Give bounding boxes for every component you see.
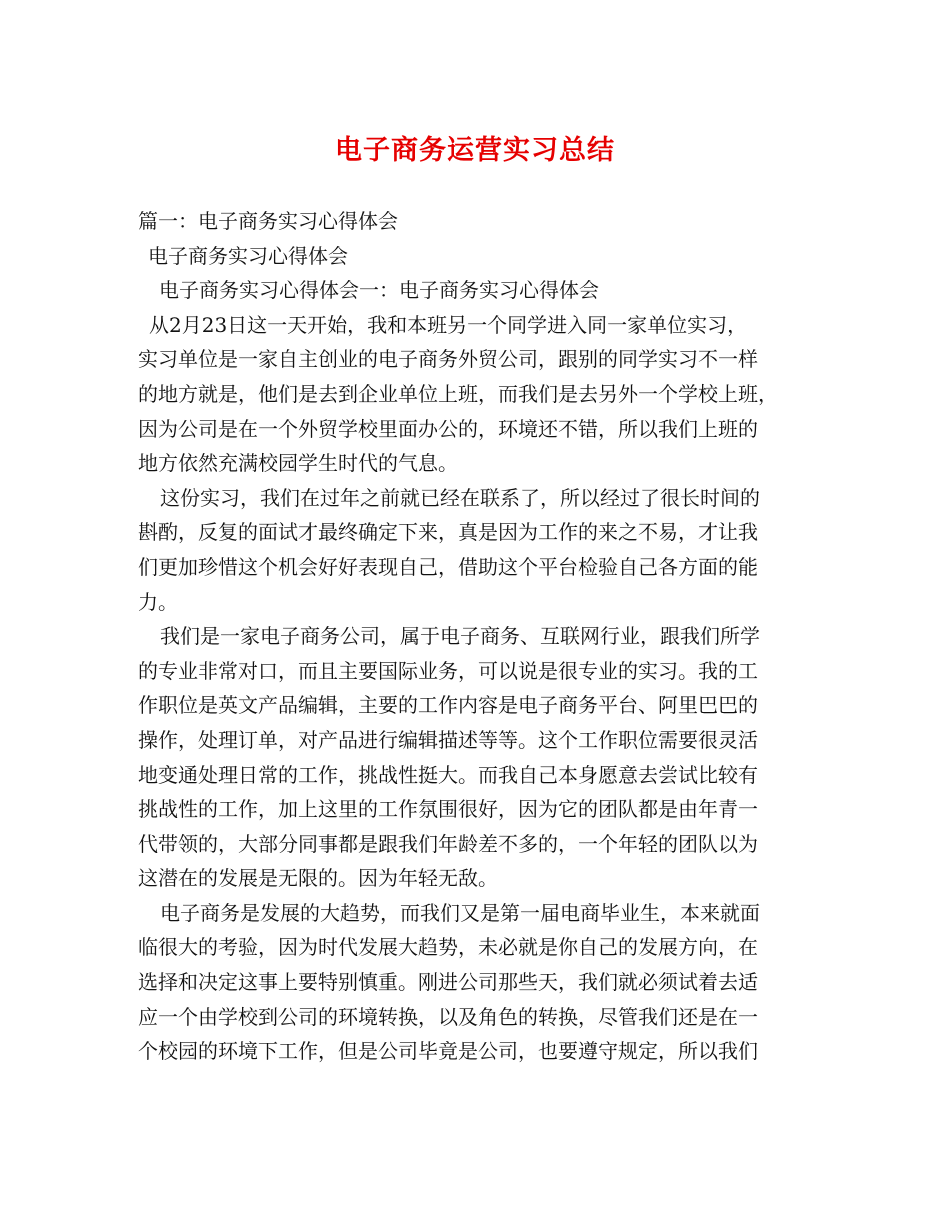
paragraph-line: 的专业非常对口，而且主要国际业务，可以说是很专业的实习。我的工	[138, 658, 758, 683]
paragraph-line: 我们是一家电子商务公司，属于电子商务、互联网行业，跟我们所学	[160, 624, 760, 649]
paragraph-line: 从2月23日这一天开始，我和本班另一个同学进入同一家单位实习，	[149, 312, 748, 337]
paragraph-line: 力。	[138, 589, 178, 614]
paragraph-line: 操作，处理订单，对产品进行编辑描述等等。这个工作职位需要很灵活	[138, 727, 758, 752]
paragraph-line: 个校园的环境下工作，但是公司毕竟是公司，也要遵守规定，所以我们	[138, 1039, 758, 1064]
paragraph-line: 作职位是英文产品编辑，主要的工作内容是电子商务平台、阿里巴巴的	[138, 693, 758, 718]
paragraph-line: 实习单位是一家自主创业的电子商务外贸公司，跟别的同学实习不一样	[138, 347, 758, 372]
paragraph-line: 地方依然充满校园学生时代的气息。	[138, 451, 458, 476]
paragraph-line: 的地方就是，他们是去到企业单位上班，而我们是去另外一个学校上班，	[138, 381, 778, 406]
paragraph-line: 代带领的，大部分同事都是跟我们年龄差不多的，一个年轻的团队以为	[138, 831, 758, 856]
paragraph-line: 们更加珍惜这个机会好好表现自己，借助这个平台检验自己各方面的能	[138, 554, 758, 579]
paragraph-line: 临很大的考验，因为时代发展大趋势，未必就是你自己的发展方向，在	[138, 935, 758, 960]
paragraph-3	[138, 619, 814, 896]
section-heading: 篇一：电子商务实习心得体会	[138, 209, 398, 233]
paragraph-line: 这份实习，我们在过年之前就已经在联系了，所以经过了很长时间的	[160, 485, 760, 510]
paragraph-line: 电子商务是发展的大趋势，而我们又是第一届电商毕业生，本来就面	[160, 900, 760, 925]
paragraph-2	[138, 481, 814, 619]
subsection-heading: 电子商务实习心得体会	[148, 243, 348, 268]
article-heading: 电子商务实习心得体会一：电子商务实习心得体会	[159, 278, 599, 303]
paragraph-line: 选择和决定这事上要特别慎重。刚进公司那些天，我们就必须试着去适	[138, 970, 758, 995]
paragraph-line: 挑战性的工作，加上这里的工作氛围很好，因为它的团队都是由年青一	[138, 797, 758, 822]
paragraph-line: 斟酌，反复的面试才最终确定下来，真是因为工作的来之不易，才让我	[138, 520, 758, 545]
paragraph-1	[138, 308, 814, 481]
paragraph-line: 因为公司是在一个外贸学校里面办公的，环境还不错，所以我们上班的	[138, 416, 758, 441]
document-body	[138, 204, 814, 1069]
paragraph-line: 这潜在的发展是无限的。因为年轻无敌。	[138, 866, 498, 891]
paragraph-line: 应一个由学校到公司的环境转换，以及角色的转换，尽管我们还是在一	[138, 1004, 758, 1029]
paragraph-4	[138, 896, 814, 1069]
paragraph-line: 地变通处理日常的工作，挑战性挺大。而我自己本身愿意去尝试比较有	[138, 762, 758, 787]
document-title: 电子商务运营实习总结	[335, 135, 615, 166]
